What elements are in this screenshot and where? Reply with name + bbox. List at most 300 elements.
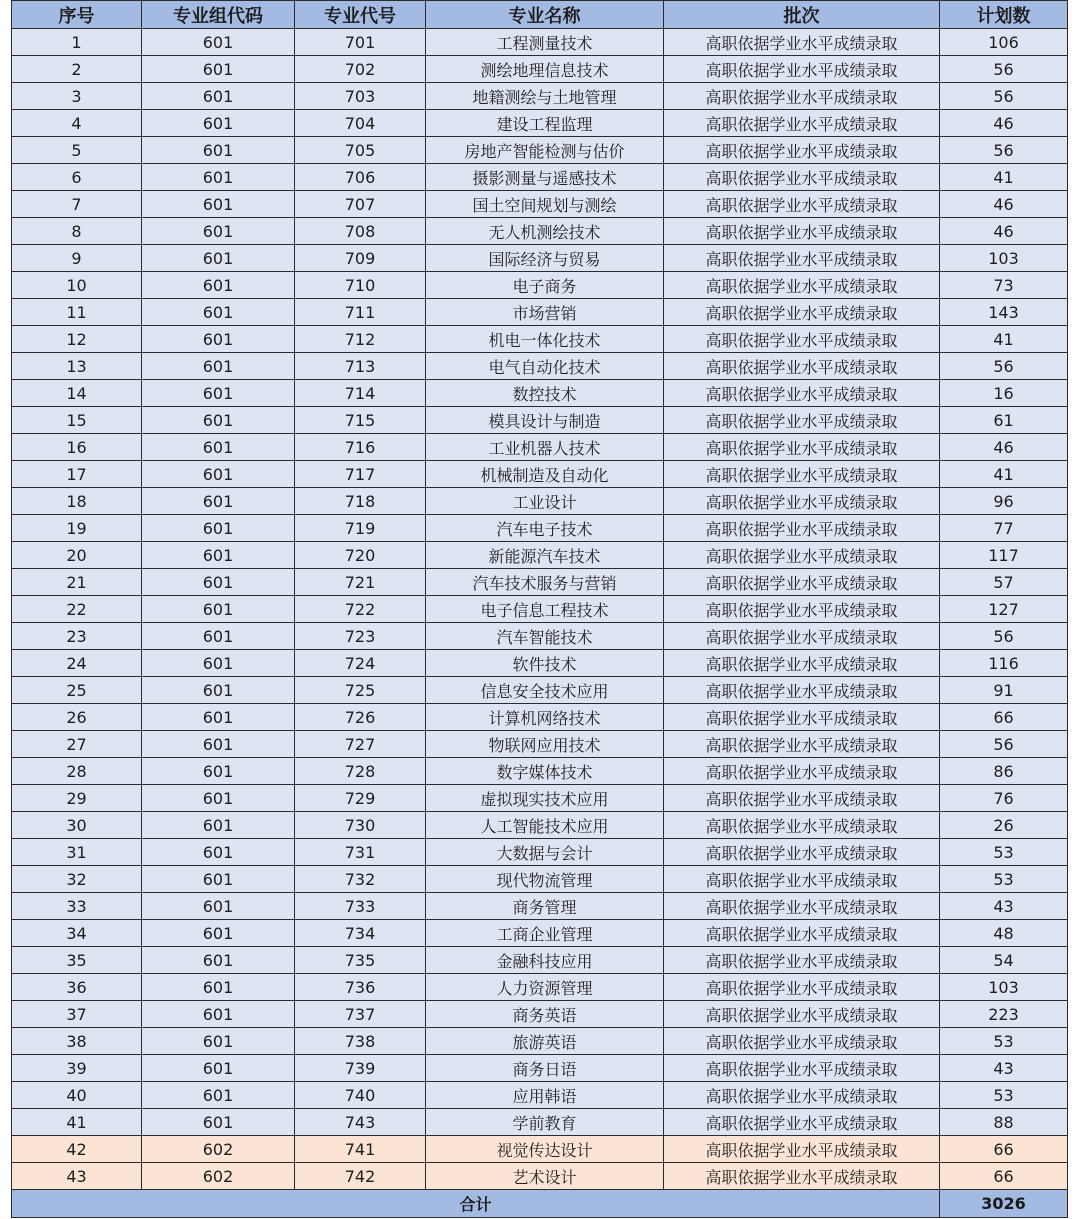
cell-plan-count: 77 — [940, 515, 1068, 542]
cell-major-code: 702 — [295, 56, 426, 83]
table-row — [12, 488, 1068, 515]
cell-major-code: 730 — [295, 812, 426, 839]
table-row — [12, 218, 1068, 245]
cell-index: 1 — [12, 29, 142, 56]
cell-index: 17 — [12, 461, 142, 488]
cell-major-name: 数控技术 — [426, 380, 664, 407]
cell-major-code: 728 — [295, 758, 426, 785]
cell-plan-count: 53 — [940, 839, 1068, 866]
table-row — [12, 839, 1068, 866]
cell-group-code: 601 — [142, 542, 295, 569]
cell-batch: 高职依据学业水平成绩录取 — [664, 434, 940, 461]
cell-major-name: 建设工程监理 — [426, 110, 664, 137]
cell-group-code: 601 — [142, 245, 295, 272]
cell-major-code: 706 — [295, 164, 426, 191]
cell-batch: 高职依据学业水平成绩录取 — [664, 839, 940, 866]
cell-major-name: 摄影测量与遥感技术 — [426, 164, 664, 191]
cell-major-code: 729 — [295, 785, 426, 812]
cell-plan-count: 66 — [940, 1136, 1068, 1163]
cell-batch: 高职依据学业水平成绩录取 — [664, 110, 940, 137]
cell-major-name: 工程测量技术 — [426, 29, 664, 56]
cell-major-name: 汽车智能技术 — [426, 623, 664, 650]
cell-batch: 高职依据学业水平成绩录取 — [664, 1055, 940, 1082]
cell-batch: 高职依据学业水平成绩录取 — [664, 812, 940, 839]
cell-index: 18 — [12, 488, 142, 515]
cell-index: 8 — [12, 218, 142, 245]
cell-major-name: 视觉传达设计 — [426, 1136, 664, 1163]
cell-major-code: 724 — [295, 650, 426, 677]
cell-major-code: 704 — [295, 110, 426, 137]
table-row — [12, 461, 1068, 488]
table-row — [12, 947, 1068, 974]
cell-group-code: 601 — [142, 137, 295, 164]
cell-plan-count: 91 — [940, 677, 1068, 704]
cell-plan-count: 103 — [940, 974, 1068, 1001]
cell-major-code: 701 — [295, 29, 426, 56]
cell-batch: 高职依据学业水平成绩录取 — [664, 326, 940, 353]
table-row — [12, 542, 1068, 569]
cell-batch: 高职依据学业水平成绩录取 — [664, 272, 940, 299]
cell-major-code: 709 — [295, 245, 426, 272]
cell-plan-count: 106 — [940, 29, 1068, 56]
cell-plan-count: 56 — [940, 623, 1068, 650]
cell-batch: 高职依据学业水平成绩录取 — [664, 920, 940, 947]
cell-major-name: 新能源汽车技术 — [426, 542, 664, 569]
cell-batch: 高职依据学业水平成绩录取 — [664, 299, 940, 326]
cell-major-code: 716 — [295, 434, 426, 461]
cell-group-code: 601 — [142, 380, 295, 407]
cell-major-name: 物联网应用技术 — [426, 731, 664, 758]
cell-group-code: 601 — [142, 569, 295, 596]
cell-major-code: 741 — [295, 1136, 426, 1163]
cell-batch: 高职依据学业水平成绩录取 — [664, 137, 940, 164]
cell-group-code: 601 — [142, 974, 295, 1001]
cell-batch: 高职依据学业水平成绩录取 — [664, 488, 940, 515]
cell-group-code: 601 — [142, 272, 295, 299]
cell-major-code: 721 — [295, 569, 426, 596]
cell-batch: 高职依据学业水平成绩录取 — [664, 785, 940, 812]
cell-plan-count: 223 — [940, 1001, 1068, 1028]
cell-major-name: 金融科技应用 — [426, 947, 664, 974]
cell-plan-count: 41 — [940, 461, 1068, 488]
cell-group-code: 601 — [142, 785, 295, 812]
cell-major-name: 大数据与会计 — [426, 839, 664, 866]
cell-plan-count: 61 — [940, 407, 1068, 434]
cell-major-name: 软件技术 — [426, 650, 664, 677]
cell-major-name: 市场营销 — [426, 299, 664, 326]
cell-group-code: 601 — [142, 947, 295, 974]
cell-group-code: 601 — [142, 326, 295, 353]
cell-group-code: 601 — [142, 56, 295, 83]
cell-batch: 高职依据学业水平成绩录取 — [664, 1001, 940, 1028]
cell-plan-count: 41 — [940, 164, 1068, 191]
cell-index: 16 — [12, 434, 142, 461]
cell-plan-count: 127 — [940, 596, 1068, 623]
cell-major-name: 无人机测绘技术 — [426, 218, 664, 245]
cell-index: 33 — [12, 893, 142, 920]
cell-major-name: 工业机器人技术 — [426, 434, 664, 461]
cell-major-code: 714 — [295, 380, 426, 407]
cell-batch: 高职依据学业水平成绩录取 — [664, 164, 940, 191]
cell-major-name: 机电一体化技术 — [426, 326, 664, 353]
cell-batch: 高职依据学业水平成绩录取 — [664, 56, 940, 83]
cell-plan-count: 56 — [940, 353, 1068, 380]
cell-major-name: 计算机网络技术 — [426, 704, 664, 731]
cell-index: 9 — [12, 245, 142, 272]
table-row — [12, 137, 1068, 164]
cell-plan-count: 76 — [940, 785, 1068, 812]
cell-major-name: 机械制造及自动化 — [426, 461, 664, 488]
cell-index: 43 — [12, 1163, 142, 1190]
cell-group-code: 601 — [142, 299, 295, 326]
total-row — [12, 1190, 1068, 1218]
cell-batch: 高职依据学业水平成绩录取 — [664, 866, 940, 893]
cell-batch: 高职依据学业水平成绩录取 — [664, 29, 940, 56]
cell-batch: 高职依据学业水平成绩录取 — [664, 704, 940, 731]
cell-major-name: 数字媒体技术 — [426, 758, 664, 785]
table-row — [12, 1136, 1068, 1163]
table-row — [12, 1001, 1068, 1028]
cell-batch: 高职依据学业水平成绩录取 — [664, 569, 940, 596]
cell-plan-count: 53 — [940, 1028, 1068, 1055]
table-row — [12, 623, 1068, 650]
table-row — [12, 1109, 1068, 1136]
table-row — [12, 326, 1068, 353]
cell-index: 5 — [12, 137, 142, 164]
cell-major-name: 人工智能技术应用 — [426, 812, 664, 839]
cell-plan-count: 56 — [940, 56, 1068, 83]
cell-index: 13 — [12, 353, 142, 380]
cell-major-name: 旅游英语 — [426, 1028, 664, 1055]
cell-batch: 高职依据学业水平成绩录取 — [664, 245, 940, 272]
table-row — [12, 1028, 1068, 1055]
cell-index: 4 — [12, 110, 142, 137]
cell-major-code: 715 — [295, 407, 426, 434]
cell-batch: 高职依据学业水平成绩录取 — [664, 83, 940, 110]
table-row — [12, 110, 1068, 137]
cell-index: 35 — [12, 947, 142, 974]
cell-group-code: 601 — [142, 893, 295, 920]
cell-group-code: 601 — [142, 866, 295, 893]
cell-batch: 高职依据学业水平成绩录取 — [664, 1163, 940, 1190]
cell-major-code: 737 — [295, 1001, 426, 1028]
cell-major-code: 718 — [295, 488, 426, 515]
cell-plan-count: 66 — [940, 1163, 1068, 1190]
cell-index: 10 — [12, 272, 142, 299]
cell-plan-count: 103 — [940, 245, 1068, 272]
table-row — [12, 866, 1068, 893]
cell-group-code: 601 — [142, 1109, 295, 1136]
cell-index: 25 — [12, 677, 142, 704]
cell-index: 2 — [12, 56, 142, 83]
cell-major-code: 733 — [295, 893, 426, 920]
cell-major-name: 人力资源管理 — [426, 974, 664, 1001]
cell-group-code: 602 — [142, 1163, 295, 1190]
cell-major-code: 711 — [295, 299, 426, 326]
cell-major-code: 732 — [295, 866, 426, 893]
cell-group-code: 601 — [142, 110, 295, 137]
cell-major-name: 信息安全技术应用 — [426, 677, 664, 704]
cell-index: 19 — [12, 515, 142, 542]
cell-major-code: 717 — [295, 461, 426, 488]
cell-index: 29 — [12, 785, 142, 812]
cell-batch: 高职依据学业水平成绩录取 — [664, 542, 940, 569]
cell-major-name: 国土空间规划与测绘 — [426, 191, 664, 218]
cell-major-name: 商务英语 — [426, 1001, 664, 1028]
cell-plan-count: 48 — [940, 920, 1068, 947]
cell-batch: 高职依据学业水平成绩录取 — [664, 650, 940, 677]
total-label: 合计 — [12, 1190, 940, 1218]
enrollment-plan-sheet — [11, 0, 1067, 1218]
cell-plan-count: 53 — [940, 866, 1068, 893]
table-row — [12, 515, 1068, 542]
column-header-plan-count: 计划数 — [940, 1, 1068, 29]
header-row — [12, 1, 1068, 29]
cell-plan-count: 26 — [940, 812, 1068, 839]
cell-index: 28 — [12, 758, 142, 785]
table-row — [12, 677, 1068, 704]
cell-index: 42 — [12, 1136, 142, 1163]
cell-group-code: 601 — [142, 83, 295, 110]
cell-major-code: 742 — [295, 1163, 426, 1190]
table-row — [12, 353, 1068, 380]
cell-group-code: 601 — [142, 353, 295, 380]
cell-major-code: 731 — [295, 839, 426, 866]
cell-major-name: 学前教育 — [426, 1109, 664, 1136]
cell-batch: 高职依据学业水平成绩录取 — [664, 1028, 940, 1055]
cell-index: 34 — [12, 920, 142, 947]
cell-batch: 高职依据学业水平成绩录取 — [664, 758, 940, 785]
cell-plan-count: 46 — [940, 434, 1068, 461]
table-row — [12, 56, 1068, 83]
cell-index: 26 — [12, 704, 142, 731]
cell-major-code: 740 — [295, 1082, 426, 1109]
cell-plan-count: 73 — [940, 272, 1068, 299]
cell-batch: 高职依据学业水平成绩录取 — [664, 380, 940, 407]
table-row — [12, 407, 1068, 434]
cell-plan-count: 46 — [940, 191, 1068, 218]
cell-group-code: 601 — [142, 839, 295, 866]
table-row — [12, 650, 1068, 677]
cell-major-code: 725 — [295, 677, 426, 704]
table-row — [12, 1055, 1068, 1082]
cell-index: 6 — [12, 164, 142, 191]
table-row — [12, 164, 1068, 191]
cell-index: 24 — [12, 650, 142, 677]
cell-plan-count: 56 — [940, 137, 1068, 164]
cell-index: 12 — [12, 326, 142, 353]
cell-major-code: 739 — [295, 1055, 426, 1082]
cell-group-code: 601 — [142, 434, 295, 461]
cell-plan-count: 116 — [940, 650, 1068, 677]
cell-plan-count: 41 — [940, 326, 1068, 353]
table-row — [12, 785, 1068, 812]
cell-batch: 高职依据学业水平成绩录取 — [664, 731, 940, 758]
cell-major-code: 736 — [295, 974, 426, 1001]
cell-group-code: 601 — [142, 623, 295, 650]
cell-major-code: 712 — [295, 326, 426, 353]
table-header — [12, 1, 1068, 29]
column-header-group-code: 专业组代码 — [142, 1, 295, 29]
table-row — [12, 704, 1068, 731]
cell-batch: 高职依据学业水平成绩录取 — [664, 596, 940, 623]
cell-index: 23 — [12, 623, 142, 650]
cell-batch: 高职依据学业水平成绩录取 — [664, 461, 940, 488]
column-header-major-name: 专业名称 — [426, 1, 664, 29]
table-row — [12, 83, 1068, 110]
cell-group-code: 601 — [142, 1055, 295, 1082]
cell-batch: 高职依据学业水平成绩录取 — [664, 974, 940, 1001]
cell-plan-count: 88 — [940, 1109, 1068, 1136]
cell-index: 14 — [12, 380, 142, 407]
cell-group-code: 601 — [142, 731, 295, 758]
cell-plan-count: 56 — [940, 83, 1068, 110]
table-row — [12, 299, 1068, 326]
cell-index: 20 — [12, 542, 142, 569]
table-row — [12, 974, 1068, 1001]
cell-group-code: 601 — [142, 1028, 295, 1055]
table-row — [12, 245, 1068, 272]
cell-group-code: 601 — [142, 515, 295, 542]
cell-plan-count: 43 — [940, 893, 1068, 920]
cell-major-code: 735 — [295, 947, 426, 974]
cell-group-code: 601 — [142, 29, 295, 56]
table-row — [12, 1082, 1068, 1109]
cell-major-name: 应用韩语 — [426, 1082, 664, 1109]
table-row — [12, 596, 1068, 623]
cell-batch: 高职依据学业水平成绩录取 — [664, 218, 940, 245]
cell-major-code: 708 — [295, 218, 426, 245]
cell-index: 37 — [12, 1001, 142, 1028]
cell-major-code: 705 — [295, 137, 426, 164]
cell-group-code: 601 — [142, 191, 295, 218]
cell-major-name: 工业设计 — [426, 488, 664, 515]
cell-plan-count: 53 — [940, 1082, 1068, 1109]
cell-plan-count: 54 — [940, 947, 1068, 974]
cell-index: 40 — [12, 1082, 142, 1109]
cell-major-code: 707 — [295, 191, 426, 218]
cell-index: 31 — [12, 839, 142, 866]
cell-plan-count: 143 — [940, 299, 1068, 326]
cell-group-code: 602 — [142, 1136, 295, 1163]
cell-major-name: 电气自动化技术 — [426, 353, 664, 380]
column-header-major-code: 专业代号 — [295, 1, 426, 29]
cell-batch: 高职依据学业水平成绩录取 — [664, 623, 940, 650]
cell-group-code: 601 — [142, 218, 295, 245]
cell-batch: 高职依据学业水平成绩录取 — [664, 947, 940, 974]
table-row — [12, 272, 1068, 299]
cell-group-code: 601 — [142, 650, 295, 677]
cell-major-name: 房地产智能检测与估价 — [426, 137, 664, 164]
cell-index: 41 — [12, 1109, 142, 1136]
table-row — [12, 893, 1068, 920]
cell-major-name: 工商企业管理 — [426, 920, 664, 947]
cell-index: 3 — [12, 83, 142, 110]
cell-plan-count: 46 — [940, 218, 1068, 245]
cell-major-name: 测绘地理信息技术 — [426, 56, 664, 83]
cell-group-code: 601 — [142, 758, 295, 785]
cell-batch: 高职依据学业水平成绩录取 — [664, 407, 940, 434]
cell-index: 32 — [12, 866, 142, 893]
cell-group-code: 601 — [142, 677, 295, 704]
cell-major-code: 734 — [295, 920, 426, 947]
cell-group-code: 601 — [142, 812, 295, 839]
cell-index: 21 — [12, 569, 142, 596]
table-row — [12, 569, 1068, 596]
enrollment-plan-table — [11, 0, 1068, 1218]
cell-major-code: 743 — [295, 1109, 426, 1136]
table-row — [12, 191, 1068, 218]
cell-major-name: 汽车电子技术 — [426, 515, 664, 542]
cell-index: 30 — [12, 812, 142, 839]
cell-major-code: 727 — [295, 731, 426, 758]
cell-index: 22 — [12, 596, 142, 623]
table-row — [12, 1163, 1068, 1190]
cell-plan-count: 86 — [940, 758, 1068, 785]
cell-major-code: 723 — [295, 623, 426, 650]
cell-group-code: 601 — [142, 1082, 295, 1109]
total-value: 3026 — [940, 1190, 1068, 1218]
cell-plan-count: 117 — [940, 542, 1068, 569]
cell-group-code: 601 — [142, 461, 295, 488]
cell-index: 36 — [12, 974, 142, 1001]
cell-major-code: 719 — [295, 515, 426, 542]
cell-batch: 高职依据学业水平成绩录取 — [664, 515, 940, 542]
cell-major-name: 电子信息工程技术 — [426, 596, 664, 623]
cell-major-code: 738 — [295, 1028, 426, 1055]
table-footer — [12, 1190, 1068, 1218]
table-body — [12, 29, 1068, 1190]
cell-plan-count: 46 — [940, 110, 1068, 137]
cell-major-name: 模具设计与制造 — [426, 407, 664, 434]
table-row — [12, 434, 1068, 461]
cell-index: 7 — [12, 191, 142, 218]
cell-major-code: 713 — [295, 353, 426, 380]
cell-index: 39 — [12, 1055, 142, 1082]
cell-major-code: 722 — [295, 596, 426, 623]
column-header-batch: 批次 — [664, 1, 940, 29]
cell-plan-count: 43 — [940, 1055, 1068, 1082]
cell-major-code: 710 — [295, 272, 426, 299]
cell-major-code: 726 — [295, 704, 426, 731]
table-row — [12, 758, 1068, 785]
cell-major-name: 商务日语 — [426, 1055, 664, 1082]
cell-batch: 高职依据学业水平成绩录取 — [664, 1082, 940, 1109]
cell-plan-count: 66 — [940, 704, 1068, 731]
cell-major-code: 720 — [295, 542, 426, 569]
cell-plan-count: 56 — [940, 731, 1068, 758]
cell-plan-count: 96 — [940, 488, 1068, 515]
cell-plan-count: 57 — [940, 569, 1068, 596]
cell-major-name: 商务管理 — [426, 893, 664, 920]
cell-group-code: 601 — [142, 920, 295, 947]
cell-major-name: 现代物流管理 — [426, 866, 664, 893]
cell-major-name: 国际经济与贸易 — [426, 245, 664, 272]
cell-batch: 高职依据学业水平成绩录取 — [664, 191, 940, 218]
cell-index: 11 — [12, 299, 142, 326]
cell-group-code: 601 — [142, 596, 295, 623]
cell-major-name: 地籍测绘与土地管理 — [426, 83, 664, 110]
cell-major-name: 电子商务 — [426, 272, 664, 299]
column-header-index: 序号 — [12, 1, 142, 29]
cell-index: 38 — [12, 1028, 142, 1055]
table-row — [12, 380, 1068, 407]
cell-index: 27 — [12, 731, 142, 758]
cell-batch: 高职依据学业水平成绩录取 — [664, 893, 940, 920]
cell-group-code: 601 — [142, 164, 295, 191]
cell-batch: 高职依据学业水平成绩录取 — [664, 1136, 940, 1163]
cell-major-name: 艺术设计 — [426, 1163, 664, 1190]
